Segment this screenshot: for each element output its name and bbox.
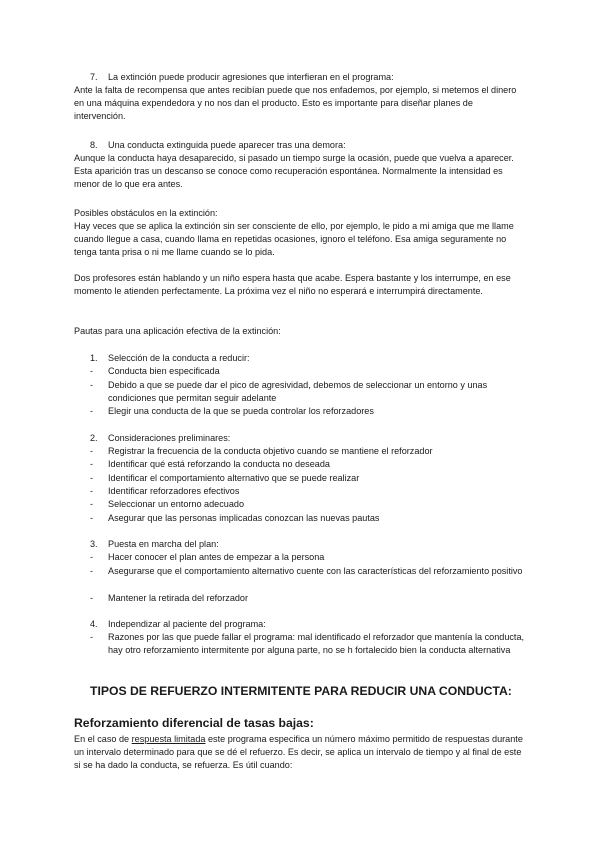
list-item-text: Debido a que se puede dar el pico de agresividad, debemos de seleccionar un entorno y unas condiciones que permitan seguir adelante [108, 380, 488, 403]
list-item-text: Hacer conocer el plan antes de empezar a la persona [108, 552, 325, 562]
list-item [90, 472, 530, 485]
bullet-dash: - [90, 593, 94, 603]
final-text-pre: En el caso de [74, 734, 132, 744]
bullet-dash: - [90, 513, 94, 523]
guideline-3-heading [90, 538, 219, 551]
bullet-dash: - [90, 552, 94, 562]
obstacles-body: Hay veces que se aplica la extinción sin ser consciente de ello, por ejemplo, le pido a mi amiga que me llame cuando llegue a casa, cuando llama en repetidas ocasiones, ignoro el teléfono. Esa amiga seguramente no tenga tanta prisa o ni me llame cuando se lo pida. [74, 221, 514, 257]
guideline-1-title: Selección de la conducta a reducir: [108, 353, 250, 363]
guideline-4-heading [90, 618, 266, 631]
bullet-dash: - [90, 632, 94, 642]
list-item-text: Mantener la retirada del reforzador [108, 593, 249, 603]
list-item [90, 458, 530, 471]
list-item-text: Asegurarse que el comportamiento alternativo cuente con las características del reforzamiento positivo [108, 566, 523, 576]
bullet-dash: - [90, 366, 94, 376]
section-7-number: 7. [90, 72, 98, 82]
section-7-title: La extinción puede producir agresiones que interfieran en el programa: [108, 72, 394, 82]
section-7-heading [90, 71, 394, 84]
guideline-3-number: 3. [90, 539, 98, 549]
list-item [90, 565, 530, 578]
final-underlined-term: respuesta limitada [131, 734, 206, 744]
section-8-number: 8. [90, 140, 98, 150]
list-item-text: Razones por las que puede fallar el programa: mal identificado el reforzador que mantenía la conducta, hay otro reforzamiento intermitente por alguna parte, no se h fortalecido bien la conducta alternativa [108, 632, 525, 655]
list-item [90, 485, 530, 498]
bullet-dash: - [90, 473, 94, 483]
list-item [90, 445, 530, 458]
section-8-body: Aunque la conducta haya desaparecido, si pasado un tiempo surge la ocasión, puede que vuelva a aparecer. Esta aparición tras un descanso se conoce como recuperación espontánea. Normalmente la intensidad es menor de lo que era antes. [74, 153, 514, 189]
list-item [90, 631, 530, 657]
section-7-body: Ante la falta de recompensa que antes recibían puede que nos enfademos, por ejemplo, si metemos el dinero en una máquina expendedora y no nos dan el producto. Esto es importante para diseñar planes de intervención. [74, 85, 517, 121]
list-item-text: Conducta bien especificada [108, 366, 220, 376]
guideline-3-title: Puesta en marcha del plan: [108, 539, 219, 549]
obstacles-example: Dos profesores están hablando y un niño espera hasta que acabe. Espera bastante y los interrumpe, en ese momento le atienden perfectamente. La próxima vez el niño no esperará e interrumpirá directamente. [74, 273, 511, 296]
guideline-2-number: 2. [90, 433, 98, 443]
guideline-2-heading [90, 432, 230, 445]
sub-heading: Reforzamiento diferencial de tasas bajas: [74, 716, 314, 730]
guideline-2-title: Consideraciones preliminares: [108, 433, 231, 443]
guideline-4-number: 4. [90, 619, 98, 629]
list-item-text: Registrar la frecuencia de la conducta objetivo cuando se mantiene el reforzador [108, 446, 433, 456]
list-item-text: Identificar el comportamiento alternativo que se puede realizar [108, 473, 360, 483]
list-item [90, 365, 530, 378]
bullet-dash: - [90, 566, 94, 576]
bullet-dash: - [90, 459, 94, 469]
guidelines-title: Pautas para una aplicación efectiva de la extinción: [74, 326, 281, 336]
list-item-text: Identificar reforzadores efectivos [108, 486, 240, 496]
guideline-1-heading [90, 352, 250, 365]
obstacles-title: Posibles obstáculos en la extinción: [74, 208, 218, 218]
bullet-dash: - [90, 486, 94, 496]
list-item [90, 551, 530, 564]
bullet-dash: - [90, 380, 94, 390]
list-item-text: Identificar qué está reforzando la conducta no deseada [108, 459, 330, 469]
bullet-dash: - [90, 499, 94, 509]
list-item-text: Elegir una conducta de la que se pueda controlar los reforzadores [108, 406, 374, 416]
main-heading: TIPOS DE REFUERZO INTERMITENTE PARA REDUCIR UNA CONDUCTA: [90, 684, 512, 698]
final-paragraph [74, 733, 526, 772]
list-item [90, 405, 530, 418]
list-item [90, 379, 530, 405]
final-text-post: este programa especifica un número máximo permitido de respuestas durante un intervalo determinado para que se dé el refuerzo. Es decir, se aplica un intervalo de tiempo y al final de este si se ha dado la conducta, se refuerza. Es útil cuando: [74, 734, 523, 770]
bullet-dash: - [90, 446, 94, 456]
list-item [90, 498, 530, 511]
list-item [90, 592, 530, 605]
guideline-1-number: 1. [90, 353, 98, 363]
section-8-heading [90, 139, 346, 152]
bullet-dash: - [90, 406, 94, 416]
list-item [90, 512, 530, 525]
list-item-text: Asegurar que las personas implicadas conozcan las nuevas pautas [108, 513, 380, 523]
section-8-title: Una conducta extinguida puede aparecer tras una demora: [108, 140, 346, 150]
guideline-4-title: Independizar al paciente del programa: [108, 619, 266, 629]
list-item-text: Seleccionar un entorno adecuado [108, 499, 245, 509]
